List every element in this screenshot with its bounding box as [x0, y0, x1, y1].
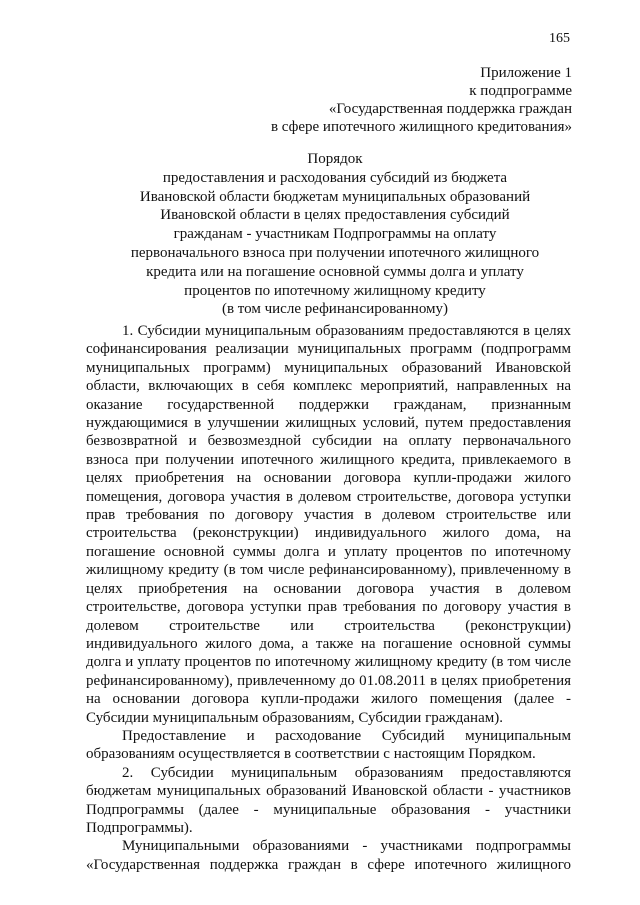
title-line: (в том числе рефинансированному): [221, 301, 449, 318]
body-line: безвозвратной и безвозмездной субсидии на оплату первоначального: [86, 433, 571, 450]
body-line: муниципальных программ) муниципальных образований Ивановской: [86, 359, 571, 376]
title-line: предоставления и расходования субсидий из бюджета: [162, 169, 508, 186]
appendix-line: к подпрограмме: [469, 83, 572, 99]
body-line: погашение основной суммы долга и уплату процентов по ипотечному: [86, 543, 571, 560]
body-line: Подпрограммы).: [86, 819, 193, 836]
appendix-header: [271, 64, 572, 136]
appendix-line: в сфере ипотечного жилищного кредитования»: [270, 119, 572, 135]
page-number: 165: [549, 31, 570, 46]
appendix-line: «Государственная поддержка граждан: [328, 101, 572, 117]
body-line: долевом строительстве или строительства (реконструкции): [86, 617, 571, 634]
title-line: Ивановской области бюджетам муниципальных образований: [139, 188, 531, 205]
body-line: 1. Субсидии муниципальным образованиям предоставляются в целях: [122, 323, 571, 339]
body-line: помещения, договора участия в долевом строительстве, договора уступки: [86, 488, 571, 505]
body-line: «Государственная поддержка граждан в сфере ипотечного жилищного: [86, 856, 571, 873]
body-line: оказание государственной поддержки гражданам, признанным: [86, 396, 571, 413]
body-line: целях приобретения на основании договора участия в долевом: [86, 580, 571, 597]
appendix-line: Приложение 1: [480, 65, 572, 81]
title-line: кредита или на погашение основной суммы долга и уплату: [146, 263, 524, 280]
body-line: строительстве, договора уступки прав требования по договору участия в: [86, 599, 571, 616]
document-title: [90, 150, 580, 319]
body-line: прав требования по договору участия в долевом строительстве или: [86, 507, 571, 524]
title-line: гражданам - участникам Подпрограммы на оплату: [173, 226, 497, 243]
body-line: Субсидии муниципальным образованиям, Субсидии гражданам).: [86, 709, 503, 726]
body-line: рефинансированному), привлеченному до 01.08.2011 в целях приобретения: [86, 672, 571, 689]
body-line: 2. Субсидии муниципальным образованиям предоставляются: [122, 764, 571, 781]
body-line: Предоставление и расходование Субсидий муниципальным: [122, 727, 571, 744]
title-line: Ивановской области в целях предоставления субсидий: [160, 207, 510, 224]
body-line: индивидуального жилого дома, а также на погашение основной суммы: [86, 635, 571, 652]
body-line: целях приобретения на основании договора купли-продажи жилого: [86, 470, 571, 487]
body-line: жилищному кредиту (в том числе рефинансированному), привлеченному в: [86, 562, 571, 579]
body-line: софинансирования реализации муниципальных программ (подпрограмм: [86, 341, 571, 358]
body-line: бюджетам муниципальных образований Ивановской области - участников: [86, 783, 571, 800]
title-line: первоначального взноса при получении ипотечного жилищного: [130, 244, 540, 261]
body-line: образованиям осуществляется в соответствии с настоящим Порядком.: [86, 746, 536, 763]
body-text: [86, 322, 571, 874]
body-line: Муниципальными образованиями - участниками подпрограммы: [122, 838, 571, 855]
body-line: области, включающих в себя комплекс мероприятий, направленных на: [86, 378, 571, 395]
body-line: взноса при получении ипотечного жилищного кредита, привлекаемого в: [86, 451, 571, 468]
body-line: долга и уплату процентов по ипотечному жилищному кредиту (в том числе: [86, 654, 571, 671]
title-line: Порядок: [307, 151, 363, 167]
body-line: нуждающимися в улучшении жилищных условий, путем предоставления: [86, 415, 571, 432]
title-line: процентов по ипотечному жилищному кредиту: [184, 282, 486, 299]
body-line: строительства (реконструкции) индивидуального жилого дома, на: [86, 525, 571, 542]
body-line: на основании договора купли-продажи жилого помещения (далее -: [86, 691, 571, 708]
body-line: Подпрограммы (далее - муниципальные образования - участники: [86, 801, 571, 818]
